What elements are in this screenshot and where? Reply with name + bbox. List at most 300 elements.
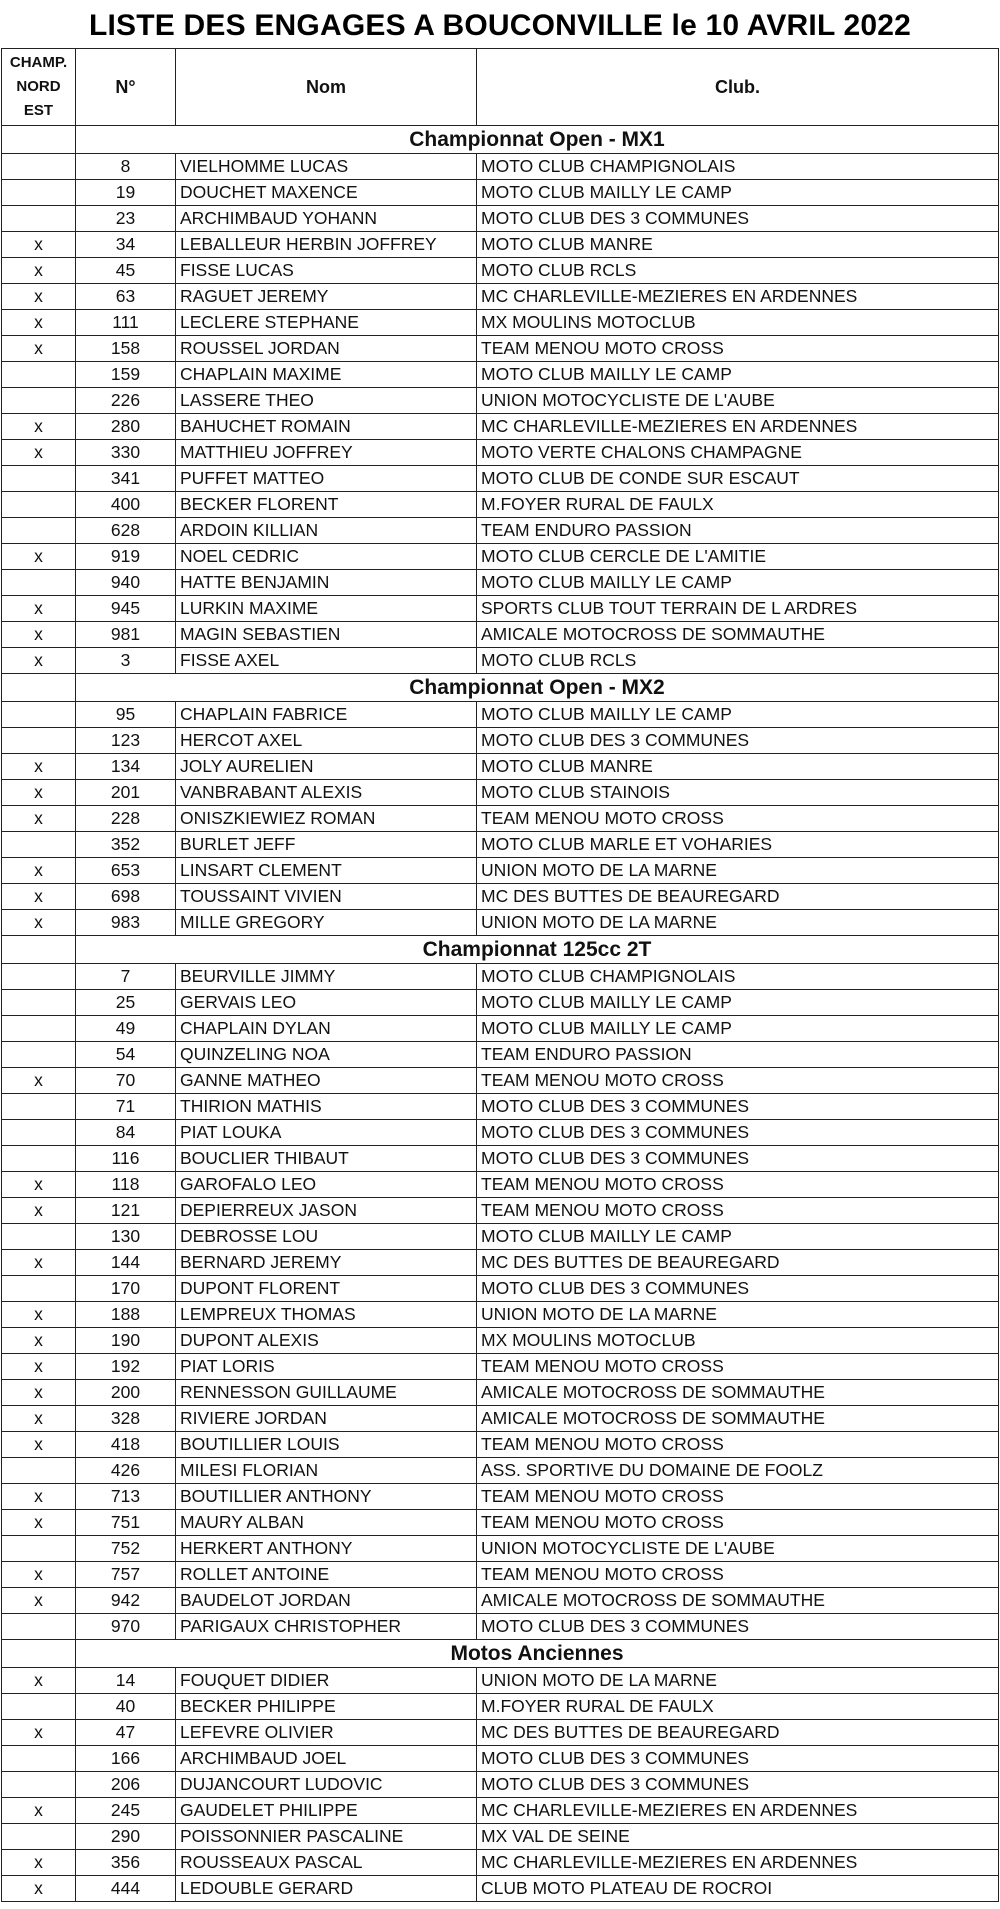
table-row: [2, 1484, 999, 1510]
champ-mark-cell: x: [2, 1432, 76, 1458]
table-row: [2, 1588, 999, 1614]
club-cell: SPORTS CLUB TOUT TERRAIN DE L ARDRES: [477, 596, 999, 622]
club-cell: UNION MOTO DE LA MARNE: [477, 858, 999, 884]
club-cell: TEAM ENDURO PASSION: [477, 518, 999, 544]
table-row: [2, 990, 999, 1016]
club-cell: TEAM MENOU MOTO CROSS: [477, 1068, 999, 1094]
table-row: [2, 1876, 999, 1902]
number-cell: 7: [76, 964, 176, 990]
name-cell: VIELHOMME LUCAS: [176, 154, 477, 180]
number-cell: 190: [76, 1328, 176, 1354]
champ-mark-cell: [2, 1824, 76, 1850]
name-cell: RAGUET JEREMY: [176, 284, 477, 310]
club-cell: M.FOYER RURAL DE FAULX: [477, 1694, 999, 1720]
club-cell: TEAM MENOU MOTO CROSS: [477, 1172, 999, 1198]
name-cell: JOLY AURELIEN: [176, 754, 477, 780]
number-cell: 25: [76, 990, 176, 1016]
number-cell: 70: [76, 1068, 176, 1094]
table-row: [2, 1302, 999, 1328]
club-cell: MX MOULINS MOTOCLUB: [477, 1328, 999, 1354]
table-row: [2, 1668, 999, 1694]
club-cell: MOTO CLUB MAILLY LE CAMP: [477, 180, 999, 206]
number-cell: 144: [76, 1250, 176, 1276]
table-row: [2, 362, 999, 388]
table-row: [2, 780, 999, 806]
name-cell: BERNARD JEREMY: [176, 1250, 477, 1276]
club-cell: UNION MOTOCYCLISTE DE L'AUBE: [477, 388, 999, 414]
champ-mark-cell: x: [2, 310, 76, 336]
champ-mark-cell: [2, 1042, 76, 1068]
name-cell: LEBALLEUR HERBIN JOFFREY: [176, 232, 477, 258]
number-cell: 206: [76, 1772, 176, 1798]
table-row: [2, 388, 999, 414]
table-row: [2, 1276, 999, 1302]
header-club: Club.: [477, 49, 999, 126]
name-cell: NOEL CEDRIC: [176, 544, 477, 570]
champ-mark-cell: x: [2, 648, 76, 674]
name-cell: GAUDELET PHILIPPE: [176, 1798, 477, 1824]
number-cell: 945: [76, 596, 176, 622]
club-cell: MOTO CLUB DES 3 COMMUNES: [477, 1146, 999, 1172]
number-cell: 983: [76, 910, 176, 936]
name-cell: QUINZELING NOA: [176, 1042, 477, 1068]
table-row: [2, 206, 999, 232]
champ-mark-cell: [2, 466, 76, 492]
champ-mark-cell: x: [2, 1876, 76, 1902]
champ-mark-cell: x: [2, 1850, 76, 1876]
club-cell: AMICALE MOTOCROSS DE SOMMAUTHE: [477, 1588, 999, 1614]
table-row: [2, 1510, 999, 1536]
name-cell: PIAT LORIS: [176, 1354, 477, 1380]
champ-mark-cell: [2, 728, 76, 754]
section-header-spacer: [2, 1640, 76, 1668]
number-cell: 84: [76, 1120, 176, 1146]
number-cell: 170: [76, 1276, 176, 1302]
club-cell: MOTO CLUB RCLS: [477, 648, 999, 674]
table-row: [2, 1720, 999, 1746]
number-cell: 698: [76, 884, 176, 910]
club-cell: MOTO CLUB STAINOIS: [477, 780, 999, 806]
champ-mark-cell: [2, 1094, 76, 1120]
champ-mark-cell: x: [2, 1562, 76, 1588]
number-cell: 54: [76, 1042, 176, 1068]
name-cell: BECKER FLORENT: [176, 492, 477, 518]
club-cell: TEAM MENOU MOTO CROSS: [477, 1484, 999, 1510]
name-cell: HERCOT AXEL: [176, 728, 477, 754]
name-cell: PUFFET MATTEO: [176, 466, 477, 492]
name-cell: DEPIERREUX JASON: [176, 1198, 477, 1224]
table-row: [2, 258, 999, 284]
table-row: [2, 1536, 999, 1562]
club-cell: TEAM MENOU MOTO CROSS: [477, 1510, 999, 1536]
club-cell: MC CHARLEVILLE-MEZIERES EN ARDENNES: [477, 414, 999, 440]
table-row: [2, 518, 999, 544]
club-cell: MC DES BUTTES DE BEAUREGARD: [477, 1250, 999, 1276]
name-cell: THIRION MATHIS: [176, 1094, 477, 1120]
name-cell: ARCHIMBAUD JOEL: [176, 1746, 477, 1772]
champ-mark-cell: x: [2, 1250, 76, 1276]
champ-mark-cell: x: [2, 858, 76, 884]
table-row: [2, 1772, 999, 1798]
number-cell: 751: [76, 1510, 176, 1536]
number-cell: 400: [76, 492, 176, 518]
name-cell: GERVAIS LEO: [176, 990, 477, 1016]
name-cell: DEBROSSE LOU: [176, 1224, 477, 1250]
champ-mark-cell: [2, 1276, 76, 1302]
name-cell: FISSE AXEL: [176, 648, 477, 674]
table-row: [2, 1198, 999, 1224]
name-cell: BEURVILLE JIMMY: [176, 964, 477, 990]
table-row: [2, 832, 999, 858]
header-row: [2, 49, 999, 126]
table-row: [2, 1016, 999, 1042]
champ-mark-cell: x: [2, 1328, 76, 1354]
club-cell: TEAM MENOU MOTO CROSS: [477, 336, 999, 362]
number-cell: 328: [76, 1406, 176, 1432]
number-cell: 290: [76, 1824, 176, 1850]
section-title: Championnat 125cc 2T: [76, 936, 999, 964]
table-row: [2, 964, 999, 990]
champ-mark-cell: x: [2, 1668, 76, 1694]
section-header-row: [2, 1640, 999, 1668]
number-cell: 8: [76, 154, 176, 180]
name-cell: POISSONNIER PASCALINE: [176, 1824, 477, 1850]
club-cell: UNION MOTOCYCLISTE DE L'AUBE: [477, 1536, 999, 1562]
table-row: [2, 1824, 999, 1850]
number-cell: 111: [76, 310, 176, 336]
club-cell: MC CHARLEVILLE-MEZIERES EN ARDENNES: [477, 1850, 999, 1876]
table-row: [2, 180, 999, 206]
champ-mark-cell: [2, 1694, 76, 1720]
section-title: Championnat Open - MX2: [76, 674, 999, 702]
club-cell: MOTO CLUB MAILLY LE CAMP: [477, 990, 999, 1016]
number-cell: 653: [76, 858, 176, 884]
number-cell: 14: [76, 1668, 176, 1694]
table-row: [2, 1380, 999, 1406]
number-cell: 352: [76, 832, 176, 858]
name-cell: PIAT LOUKA: [176, 1120, 477, 1146]
page-title: LISTE DES ENGAGES A BOUCONVILLE le 10 AVRIL 2022: [88, 9, 912, 42]
table-row: [2, 570, 999, 596]
number-cell: 121: [76, 1198, 176, 1224]
champ-mark-cell: x: [2, 1588, 76, 1614]
number-cell: 95: [76, 702, 176, 728]
number-cell: 116: [76, 1146, 176, 1172]
header-champ-line2: NORD: [16, 78, 61, 95]
club-cell: UNION MOTO DE LA MARNE: [477, 1668, 999, 1694]
number-cell: 280: [76, 414, 176, 440]
header-champ-line3: EST: [23, 102, 54, 119]
header-name: Nom: [176, 49, 477, 126]
name-cell: BURLET JEFF: [176, 832, 477, 858]
name-cell: MAGIN SEBASTIEN: [176, 622, 477, 648]
club-cell: MOTO CLUB MANRE: [477, 232, 999, 258]
number-cell: 166: [76, 1746, 176, 1772]
name-cell: BOUTILLIER LOUIS: [176, 1432, 477, 1458]
table-row: [2, 544, 999, 570]
table-row: [2, 1224, 999, 1250]
champ-mark-cell: [2, 702, 76, 728]
club-cell: TEAM MENOU MOTO CROSS: [477, 1432, 999, 1458]
club-cell: CLUB MOTO PLATEAU DE ROCROI: [477, 1876, 999, 1902]
name-cell: MAURY ALBAN: [176, 1510, 477, 1536]
number-cell: 63: [76, 284, 176, 310]
champ-mark-cell: x: [2, 1354, 76, 1380]
name-cell: PARIGAUX CHRISTOPHER: [176, 1614, 477, 1640]
number-cell: 757: [76, 1562, 176, 1588]
champ-mark-cell: x: [2, 1380, 76, 1406]
section-header-row: [2, 126, 999, 154]
champ-mark-cell: [2, 388, 76, 414]
name-cell: LEMPREUX THOMAS: [176, 1302, 477, 1328]
name-cell: TOUSSAINT VIVIEN: [176, 884, 477, 910]
number-cell: 245: [76, 1798, 176, 1824]
club-cell: MOTO CLUB DES 3 COMMUNES: [477, 206, 999, 232]
name-cell: LURKIN MAXIME: [176, 596, 477, 622]
number-cell: 228: [76, 806, 176, 832]
name-cell: MILESI FLORIAN: [176, 1458, 477, 1484]
table-row: [2, 884, 999, 910]
entries-table: [1, 48, 999, 1902]
table-row: [2, 910, 999, 936]
number-cell: 134: [76, 754, 176, 780]
club-cell: AMICALE MOTOCROSS DE SOMMAUTHE: [477, 1380, 999, 1406]
table-row: [2, 1614, 999, 1640]
number-cell: 201: [76, 780, 176, 806]
club-cell: MC DES BUTTES DE BEAUREGARD: [477, 884, 999, 910]
name-cell: RIVIERE JORDAN: [176, 1406, 477, 1432]
number-cell: 713: [76, 1484, 176, 1510]
table-row: [2, 1562, 999, 1588]
champ-mark-cell: [2, 832, 76, 858]
club-cell: TEAM MENOU MOTO CROSS: [477, 1562, 999, 1588]
number-cell: 200: [76, 1380, 176, 1406]
section-header-spacer: [2, 674, 76, 702]
number-cell: 19: [76, 180, 176, 206]
champ-mark-cell: [2, 362, 76, 388]
table-row: [2, 1432, 999, 1458]
number-cell: 49: [76, 1016, 176, 1042]
club-cell: MOTO VERTE CHALONS CHAMPAGNE: [477, 440, 999, 466]
club-cell: MOTO CLUB MAILLY LE CAMP: [477, 1016, 999, 1042]
club-cell: MOTO CLUB MAILLY LE CAMP: [477, 362, 999, 388]
table-row: [2, 310, 999, 336]
champ-mark-cell: [2, 570, 76, 596]
name-cell: ROLLET ANTOINE: [176, 1562, 477, 1588]
club-cell: MOTO CLUB DES 3 COMMUNES: [477, 1276, 999, 1302]
section-header-spacer: [2, 936, 76, 964]
table-row: [2, 1354, 999, 1380]
number-cell: 981: [76, 622, 176, 648]
table-row: [2, 1068, 999, 1094]
table-row: [2, 806, 999, 832]
champ-mark-cell: [2, 1458, 76, 1484]
champ-mark-cell: [2, 518, 76, 544]
champ-mark-cell: x: [2, 596, 76, 622]
champ-mark-cell: [2, 206, 76, 232]
table-body: [2, 126, 999, 1902]
name-cell: FOUQUET DIDIER: [176, 1668, 477, 1694]
champ-mark-cell: x: [2, 258, 76, 284]
number-cell: 34: [76, 232, 176, 258]
club-cell: MOTO CLUB CHAMPIGNOLAIS: [477, 154, 999, 180]
club-cell: TEAM MENOU MOTO CROSS: [477, 806, 999, 832]
number-cell: 426: [76, 1458, 176, 1484]
table-row: [2, 754, 999, 780]
header-champ-line1: CHAMP.: [9, 54, 68, 71]
name-cell: DUPONT FLORENT: [176, 1276, 477, 1302]
name-cell: LEFEVRE OLIVIER: [176, 1720, 477, 1746]
club-cell: MOTO CLUB MANRE: [477, 754, 999, 780]
champ-mark-cell: [2, 492, 76, 518]
club-cell: TEAM MENOU MOTO CROSS: [477, 1198, 999, 1224]
header-number: N°: [76, 49, 176, 126]
table-row: [2, 702, 999, 728]
club-cell: MC DES BUTTES DE BEAUREGARD: [477, 1720, 999, 1746]
table-row: [2, 492, 999, 518]
number-cell: 919: [76, 544, 176, 570]
section-header-row: [2, 674, 999, 702]
name-cell: RENNESSON GUILLAUME: [176, 1380, 477, 1406]
name-cell: LECLERE STEPHANE: [176, 310, 477, 336]
name-cell: ONISZKIEWIEZ ROMAN: [176, 806, 477, 832]
number-cell: 71: [76, 1094, 176, 1120]
club-cell: MOTO CLUB MAILLY LE CAMP: [477, 702, 999, 728]
club-cell: MC CHARLEVILLE-MEZIERES EN ARDENNES: [477, 284, 999, 310]
champ-mark-cell: x: [2, 544, 76, 570]
name-cell: GANNE MATHEO: [176, 1068, 477, 1094]
champ-mark-cell: x: [2, 754, 76, 780]
champ-mark-cell: x: [2, 1068, 76, 1094]
champ-mark-cell: x: [2, 1484, 76, 1510]
club-cell: MOTO CLUB DES 3 COMMUNES: [477, 1772, 999, 1798]
club-cell: MX MOULINS MOTOCLUB: [477, 310, 999, 336]
number-cell: 192: [76, 1354, 176, 1380]
name-cell: MATTHIEU JOFFREY: [176, 440, 477, 466]
name-cell: ARCHIMBAUD YOHANN: [176, 206, 477, 232]
champ-mark-cell: x: [2, 1172, 76, 1198]
number-cell: 330: [76, 440, 176, 466]
name-cell: BOUTILLIER ANTHONY: [176, 1484, 477, 1510]
champ-mark-cell: x: [2, 806, 76, 832]
table-row: [2, 1458, 999, 1484]
club-cell: MOTO CLUB DES 3 COMMUNES: [477, 1094, 999, 1120]
club-cell: TEAM ENDURO PASSION: [477, 1042, 999, 1068]
table-row: [2, 440, 999, 466]
table-row: [2, 648, 999, 674]
section-title: Motos Anciennes: [76, 1640, 999, 1668]
champ-mark-cell: [2, 1536, 76, 1562]
section-header-row: [2, 936, 999, 964]
name-cell: DOUCHET MAXENCE: [176, 180, 477, 206]
number-cell: 40: [76, 1694, 176, 1720]
header-champ-nord-est: [2, 49, 76, 126]
name-cell: HATTE BENJAMIN: [176, 570, 477, 596]
number-cell: 970: [76, 1614, 176, 1640]
section-header-spacer: [2, 126, 76, 154]
champ-mark-cell: x: [2, 1406, 76, 1432]
number-cell: 226: [76, 388, 176, 414]
name-cell: LEDOUBLE GERARD: [176, 1876, 477, 1902]
club-cell: UNION MOTO DE LA MARNE: [477, 1302, 999, 1328]
club-cell: MOTO CLUB DES 3 COMMUNES: [477, 728, 999, 754]
club-cell: MOTO CLUB CERCLE DE L'AMITIE: [477, 544, 999, 570]
name-cell: FISSE LUCAS: [176, 258, 477, 284]
champ-mark-cell: [2, 1016, 76, 1042]
champ-mark-cell: [2, 964, 76, 990]
club-cell: MOTO CLUB CHAMPIGNOLAIS: [477, 964, 999, 990]
champ-mark-cell: x: [2, 910, 76, 936]
name-cell: BAUDELOT JORDAN: [176, 1588, 477, 1614]
number-cell: 47: [76, 1720, 176, 1746]
club-cell: AMICALE MOTOCROSS DE SOMMAUTHE: [477, 1406, 999, 1432]
table-row: [2, 1850, 999, 1876]
table-row: [2, 232, 999, 258]
table-row: [2, 858, 999, 884]
name-cell: BAHUCHET ROMAIN: [176, 414, 477, 440]
table-row: [2, 622, 999, 648]
number-cell: 341: [76, 466, 176, 492]
club-cell: MOTO CLUB RCLS: [477, 258, 999, 284]
table-row: [2, 1146, 999, 1172]
club-cell: M.FOYER RURAL DE FAULX: [477, 492, 999, 518]
number-cell: 123: [76, 728, 176, 754]
champ-mark-cell: x: [2, 414, 76, 440]
table-row: [2, 1694, 999, 1720]
number-cell: 188: [76, 1302, 176, 1328]
club-cell: MOTO CLUB DES 3 COMMUNES: [477, 1746, 999, 1772]
name-cell: DUPONT ALEXIS: [176, 1328, 477, 1354]
champ-mark-cell: x: [2, 622, 76, 648]
club-cell: TEAM MENOU MOTO CROSS: [477, 1354, 999, 1380]
number-cell: 158: [76, 336, 176, 362]
club-cell: ASS. SPORTIVE DU DOMAINE DE FOOLZ: [477, 1458, 999, 1484]
name-cell: CHAPLAIN DYLAN: [176, 1016, 477, 1042]
name-cell: MILLE GREGORY: [176, 910, 477, 936]
table-row: [2, 1746, 999, 1772]
champ-mark-cell: x: [2, 336, 76, 362]
club-cell: MOTO CLUB MARLE ET VOHARIES: [477, 832, 999, 858]
number-cell: 23: [76, 206, 176, 232]
table-row: [2, 1172, 999, 1198]
name-cell: ROUSSEAUX PASCAL: [176, 1850, 477, 1876]
champ-mark-cell: x: [2, 1198, 76, 1224]
club-cell: UNION MOTO DE LA MARNE: [477, 910, 999, 936]
club-cell: MOTO CLUB DES 3 COMMUNES: [477, 1614, 999, 1640]
club-cell: MC CHARLEVILLE-MEZIERES EN ARDENNES: [477, 1798, 999, 1824]
number-cell: 118: [76, 1172, 176, 1198]
name-cell: LASSERE THEO: [176, 388, 477, 414]
section-title: Championnat Open - MX1: [76, 126, 999, 154]
number-cell: 418: [76, 1432, 176, 1458]
champ-mark-cell: x: [2, 1510, 76, 1536]
number-cell: 940: [76, 570, 176, 596]
club-cell: MOTO CLUB DES 3 COMMUNES: [477, 1120, 999, 1146]
club-cell: MX VAL DE SEINE: [477, 1824, 999, 1850]
name-cell: LINSART CLEMENT: [176, 858, 477, 884]
table-row: [2, 596, 999, 622]
name-cell: GAROFALO LEO: [176, 1172, 477, 1198]
table-row: [2, 1250, 999, 1276]
number-cell: 752: [76, 1536, 176, 1562]
champ-mark-cell: [2, 1224, 76, 1250]
champ-mark-cell: x: [2, 1798, 76, 1824]
name-cell: HERKERT ANTHONY: [176, 1536, 477, 1562]
champ-mark-cell: [2, 1772, 76, 1798]
table-row: [2, 1798, 999, 1824]
champ-mark-cell: [2, 1614, 76, 1640]
club-cell: MOTO CLUB DE CONDE SUR ESCAUT: [477, 466, 999, 492]
